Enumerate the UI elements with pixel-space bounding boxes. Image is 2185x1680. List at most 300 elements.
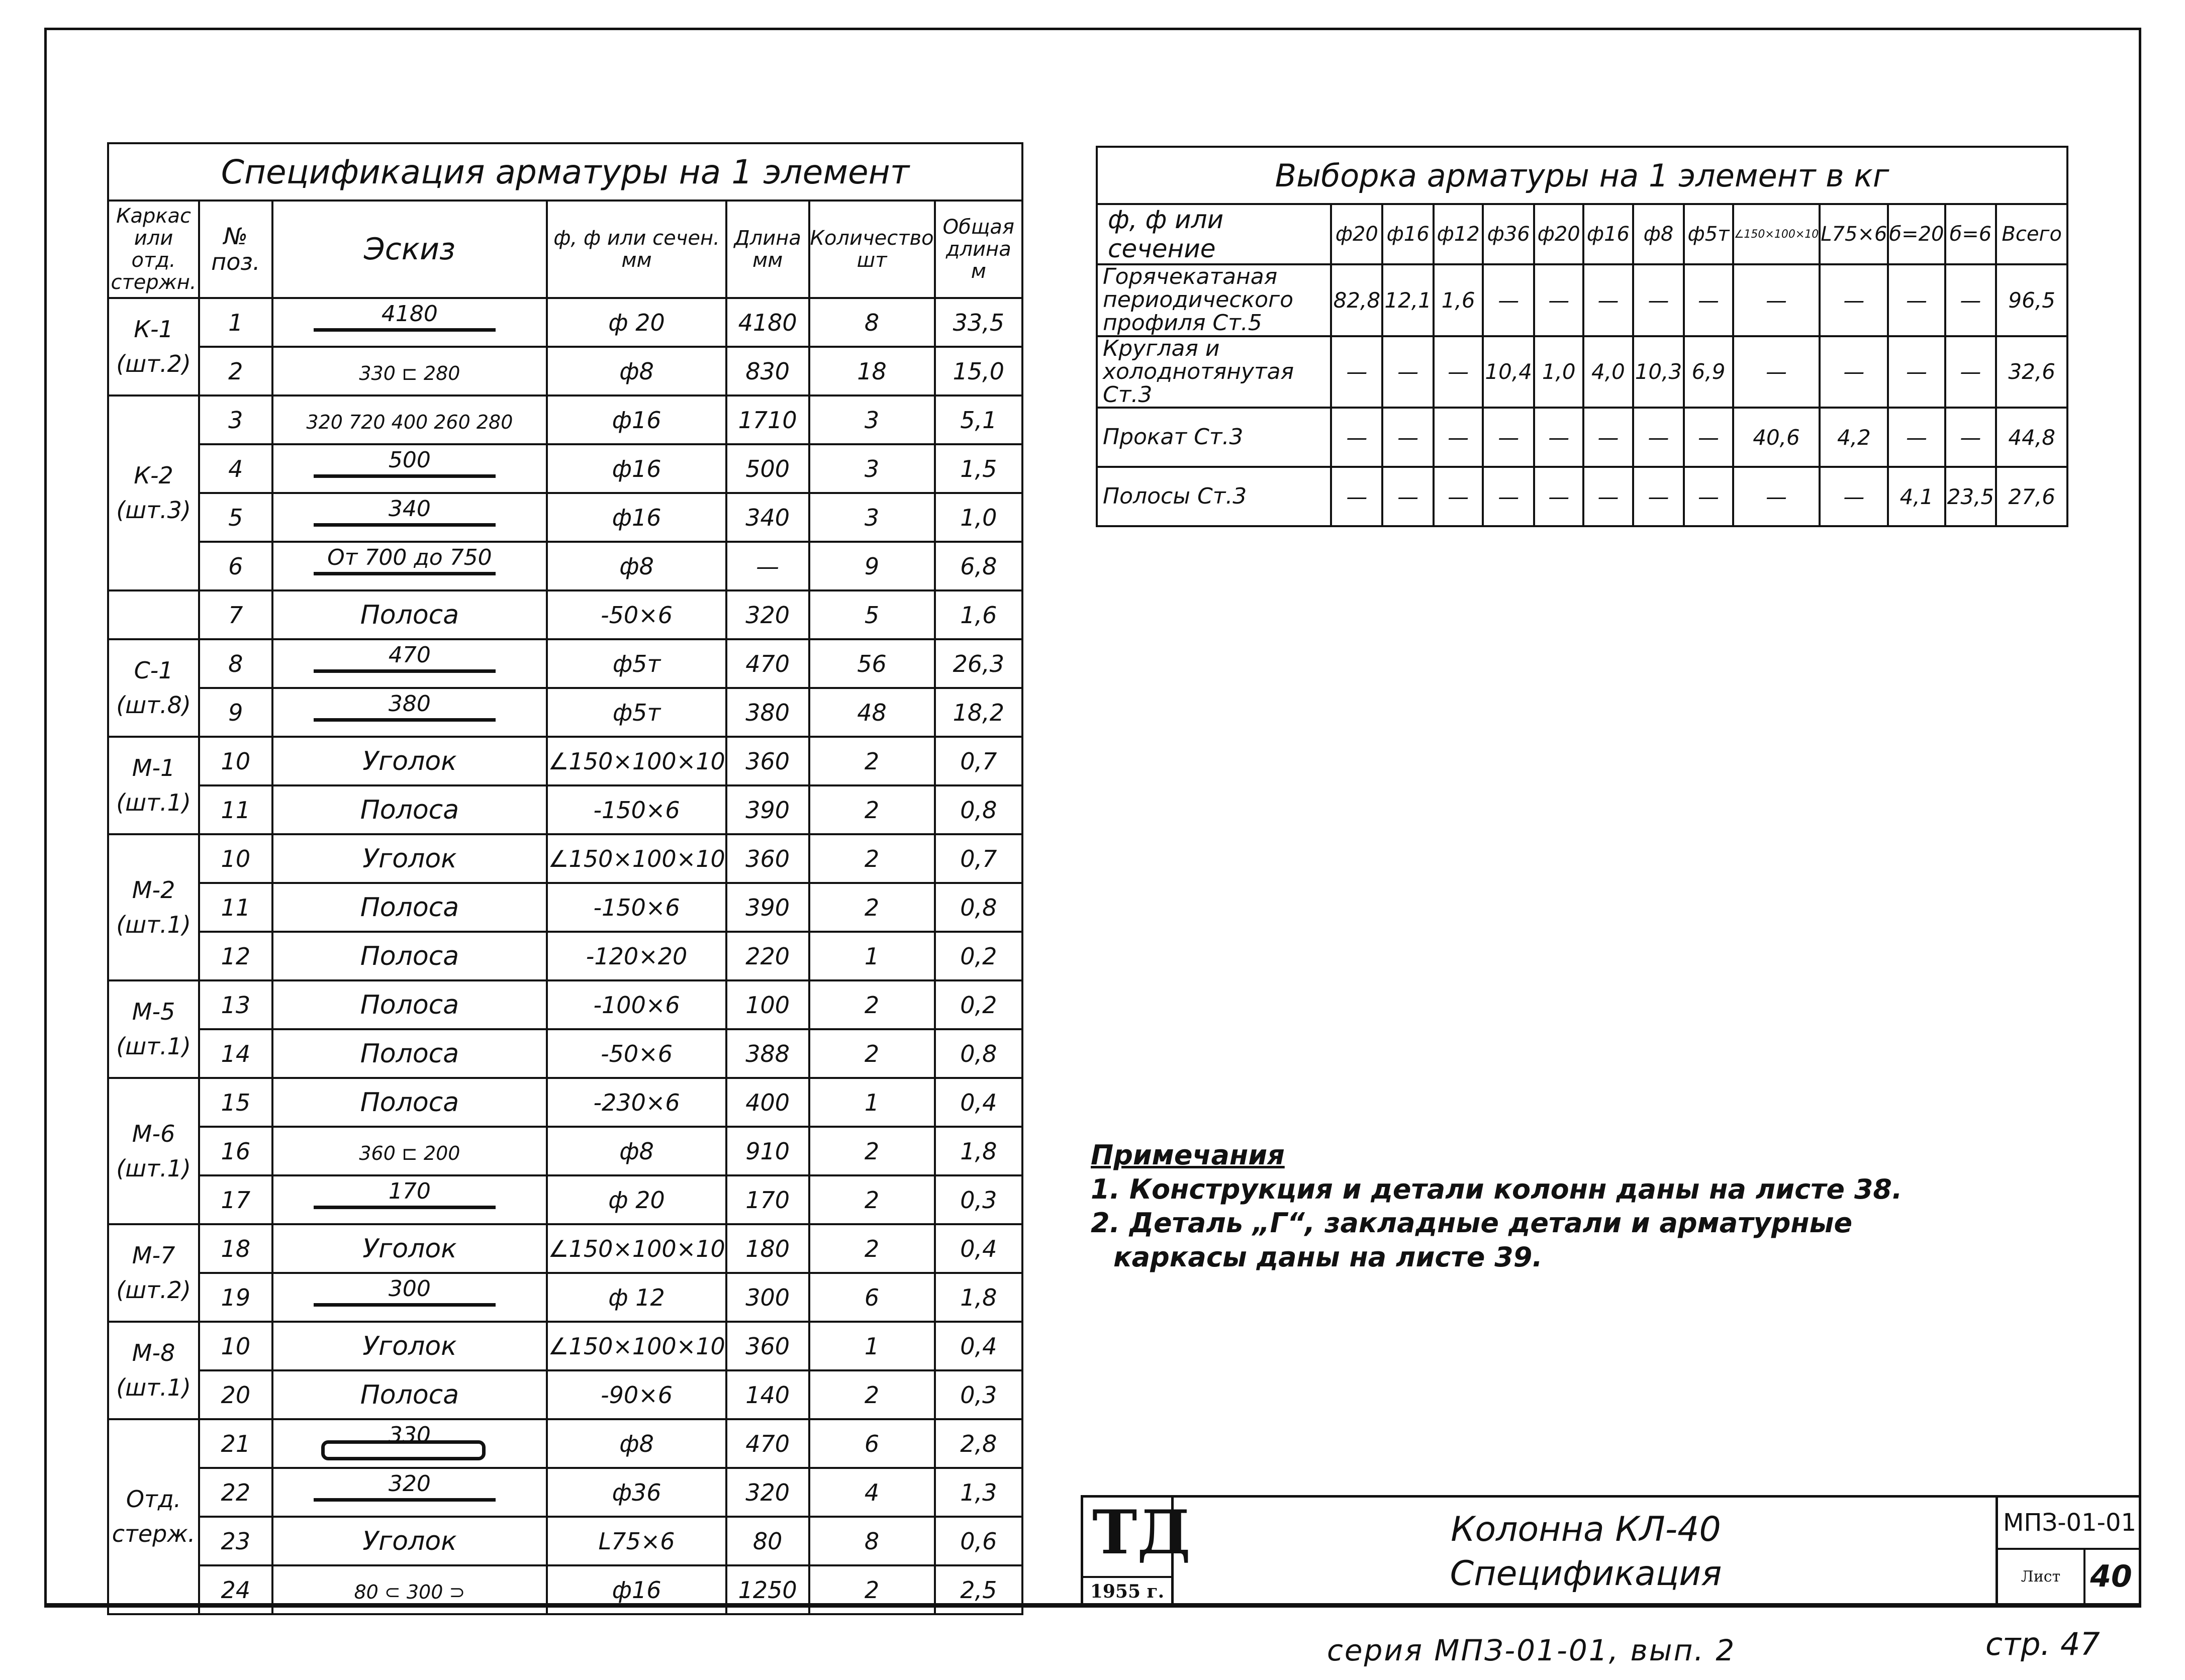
selection-cell: 4,0 (1583, 336, 1633, 408)
qty-cell: 3 (809, 444, 935, 493)
length-cell: 388 (726, 1029, 809, 1078)
sketch-label: Уголок (362, 746, 457, 776)
position-cell: 16 (199, 1127, 272, 1175)
section-cell: ф8 (547, 1127, 726, 1175)
col-section: ф, ф или сечен. мм (547, 201, 726, 298)
sketch-label: 330 ⊏ 280 (359, 362, 460, 384)
length-cell: 470 (726, 1419, 809, 1468)
qty-cell: 3 (809, 396, 935, 444)
selection-cell: 4,1 (1888, 467, 1945, 526)
section-cell: ф 12 (547, 1273, 726, 1322)
table-row (108, 932, 1022, 980)
drawing-name (1174, 1498, 1998, 1606)
selection-cell: — (1733, 264, 1820, 336)
selection-row-label: Круглая и холоднотянутая Ст.3 (1097, 336, 1331, 408)
drawing-code-block (1996, 1498, 2141, 1606)
selection-cell: — (1888, 264, 1945, 336)
sketch-label: Уголок (362, 843, 457, 874)
selection-cell: — (1483, 408, 1534, 467)
selection-cell: — (1331, 408, 1382, 467)
selection-col-header: б=6 (1945, 204, 1997, 264)
selection-cell: — (1331, 467, 1382, 526)
section-cell: ∠150×100×10 (547, 1322, 726, 1370)
table-row (108, 1517, 1022, 1565)
section-cell: -90×6 (547, 1370, 726, 1419)
selection-label-header: ф, ф или сечение (1097, 204, 1331, 264)
table-row (108, 639, 1022, 688)
section-cell: ф5т (547, 688, 726, 737)
table-row (108, 1175, 1022, 1224)
sketch-label: Уголок (362, 1233, 457, 1264)
col-qty: Количество шт (809, 201, 935, 298)
position-cell: 17 (199, 1175, 272, 1224)
group-cell: М-2 (шт.1) (108, 834, 199, 980)
table-row (108, 737, 1022, 785)
group-cell: М-1 (шт.1) (108, 737, 199, 834)
sketch-dimension: 330 (388, 1422, 431, 1448)
selection-cell: — (1945, 336, 1997, 408)
position-cell: 10 (199, 1322, 272, 1370)
sketch-cell (272, 542, 547, 590)
group-cell: М-8 (шт.1) (108, 1322, 199, 1419)
table-row (108, 980, 1022, 1029)
table-row (108, 1370, 1022, 1419)
qty-cell: 6 (809, 1419, 935, 1468)
drawing-code: МПЗ-01-01 (1998, 1498, 2141, 1550)
spec-body (108, 298, 1022, 1614)
sketch-cell (272, 688, 547, 737)
sketch-cell (272, 1273, 547, 1322)
qty-cell: 2 (809, 1370, 935, 1419)
length-cell: 320 (726, 1468, 809, 1517)
length-cell: 360 (726, 1322, 809, 1370)
section-cell: -50×6 (547, 1029, 726, 1078)
section-cell: ∠150×100×10 (547, 834, 726, 883)
sketch-cell (272, 1419, 547, 1468)
selection-col-header: ф8 (1633, 204, 1684, 264)
selection-body (1097, 264, 2067, 526)
series-label: серия МПЗ-01-01, вып. 2 (1327, 1633, 1736, 1667)
position-cell: 18 (199, 1224, 272, 1273)
qty-cell: 2 (809, 1127, 935, 1175)
position-cell: 1 (199, 298, 272, 347)
total-cell: 2,8 (935, 1419, 1022, 1468)
selection-cell: — (1434, 336, 1483, 408)
table-row (108, 688, 1022, 737)
table-row (1097, 408, 2067, 467)
qty-cell: 6 (809, 1273, 935, 1322)
sketch-dimension: 170 (388, 1178, 431, 1204)
td-logo-text: ТД (1092, 1497, 1191, 1568)
sketch-cell (272, 298, 547, 347)
selection-cell: — (1434, 408, 1483, 467)
sketch-label: Уголок (362, 1331, 457, 1361)
section-cell: ∠150×100×10 (547, 1224, 726, 1273)
length-cell: 170 (726, 1175, 809, 1224)
selection-row-label: Полосы Ст.3 (1097, 467, 1331, 526)
group-cell: С-1 (шт.8) (108, 639, 199, 737)
sketch-cell (272, 1224, 547, 1273)
table-row (108, 1078, 1022, 1127)
selection-cell: — (1733, 336, 1820, 408)
qty-cell: 1 (809, 932, 935, 980)
table-row (108, 347, 1022, 396)
sketch-cell (272, 396, 547, 444)
table-row (108, 396, 1022, 444)
qty-cell: 5 (809, 590, 935, 639)
table-row (108, 1127, 1022, 1175)
qty-cell: 18 (809, 347, 935, 396)
length-cell: 320 (726, 590, 809, 639)
position-cell: 11 (199, 785, 272, 834)
table-row (108, 444, 1022, 493)
sketch-label: 320 720 400 260 280 (306, 411, 513, 433)
rebar-line (314, 474, 496, 478)
position-cell: 10 (199, 834, 272, 883)
section-cell: ф16 (547, 444, 726, 493)
total-cell: 18,2 (935, 688, 1022, 737)
rebar-line (314, 669, 496, 673)
selection-col-header: Всего (1996, 204, 2067, 264)
rebar-line (314, 1206, 496, 1209)
position-cell: 13 (199, 980, 272, 1029)
length-cell: 390 (726, 785, 809, 834)
qty-cell: 2 (809, 1029, 935, 1078)
sheet-label: Лист (1998, 1548, 2085, 1606)
selection-cell: — (1382, 467, 1434, 526)
total-cell: 0,8 (935, 883, 1022, 932)
position-cell: 24 (199, 1565, 272, 1614)
sketch-label: Полоса (360, 941, 459, 971)
total-cell: 15,0 (935, 347, 1022, 396)
selection-col-header: б=20 (1888, 204, 1945, 264)
rebar-line (314, 1498, 496, 1502)
selection-title: Выборка арматуры на 1 элемент в кг (1097, 147, 2067, 204)
selection-cell: 1,0 (1534, 336, 1583, 408)
col-length: Длина мм (726, 201, 809, 298)
total-cell: 6,8 (935, 542, 1022, 590)
selection-cell: — (1945, 408, 1997, 467)
sketch-cell (272, 1322, 547, 1370)
sketch-label: Полоса (360, 795, 459, 825)
position-cell: 7 (199, 590, 272, 639)
table-row (108, 834, 1022, 883)
selection-cell: — (1534, 467, 1583, 526)
selection-col-header: ф20 (1534, 204, 1583, 264)
col-karkas: Каркас или отд. стержн. (108, 201, 199, 298)
table-row (108, 1565, 1022, 1614)
position-cell: 8 (199, 639, 272, 688)
length-cell: 1710 (726, 396, 809, 444)
qty-cell: 1 (809, 1322, 935, 1370)
section-cell: ∠150×100×10 (547, 737, 726, 785)
position-cell: 5 (199, 493, 272, 542)
selection-col-header: ф16 (1382, 204, 1434, 264)
notes-title: Примечания (1091, 1139, 1285, 1171)
sketch-cell (272, 932, 547, 980)
selection-cell: 4,2 (1820, 408, 1888, 467)
selection-cell: 32,6 (1996, 336, 2067, 408)
sketch-cell (272, 834, 547, 883)
selection-cell: — (1483, 467, 1534, 526)
table-row (108, 785, 1022, 834)
length-cell: 470 (726, 639, 809, 688)
note-line-2: 2. Деталь „Г“, закладные детали и арматурные (1091, 1207, 1853, 1239)
sketch-cell (272, 590, 547, 639)
selection-cell: — (1820, 467, 1888, 526)
selection-cell: 1,6 (1434, 264, 1483, 336)
notes (1091, 1138, 1903, 1274)
sketch-cell (272, 737, 547, 785)
group-cell: М-5 (шт.1) (108, 980, 199, 1078)
section-cell: ф8 (547, 1419, 726, 1468)
table-row (1097, 264, 2067, 336)
sketch-dimension: 300 (388, 1276, 431, 1302)
selection-cell: — (1633, 264, 1684, 336)
table-row (108, 1419, 1022, 1468)
selection-cell: 44,8 (1996, 408, 2067, 467)
position-cell: 9 (199, 688, 272, 737)
position-cell: 22 (199, 1468, 272, 1517)
group-cell: М-7 (шт.2) (108, 1224, 199, 1322)
position-cell: 20 (199, 1370, 272, 1419)
sketch-cell (272, 1175, 547, 1224)
selection-cell: — (1733, 467, 1820, 526)
qty-cell: 1 (809, 1078, 935, 1127)
spec-title: Спецификация арматуры на 1 элемент (108, 143, 1022, 201)
length-cell: 360 (726, 834, 809, 883)
position-cell: 15 (199, 1078, 272, 1127)
length-cell: 360 (726, 737, 809, 785)
table-row (108, 883, 1022, 932)
title-block (1081, 1495, 2141, 1606)
total-cell: 0,4 (935, 1322, 1022, 1370)
rebar-line (314, 328, 496, 332)
total-cell: 0,8 (935, 785, 1022, 834)
qty-cell: 56 (809, 639, 935, 688)
selection-cell: — (1331, 336, 1382, 408)
qty-cell: 8 (809, 298, 935, 347)
rebar-line (314, 572, 496, 575)
length-cell: 300 (726, 1273, 809, 1322)
sketch-label: Полоса (360, 892, 459, 923)
qty-cell: 3 (809, 493, 935, 542)
sketch-cell (272, 883, 547, 932)
sketch-dimension: 470 (388, 642, 431, 668)
section-cell: ф 20 (547, 298, 726, 347)
sketch-label: Полоса (360, 1379, 459, 1410)
sketch-cell (272, 1468, 547, 1517)
qty-cell: 8 (809, 1517, 935, 1565)
selection-col-header: ф20 (1331, 204, 1382, 264)
sketch-label: Уголок (362, 1526, 457, 1556)
selection-cell: 10,4 (1483, 336, 1534, 408)
qty-cell: 2 (809, 785, 935, 834)
selection-cell: — (1534, 408, 1583, 467)
qty-cell: 9 (809, 542, 935, 590)
year: 1955 г. (1083, 1576, 1171, 1606)
position-cell: 19 (199, 1273, 272, 1322)
selection-col-header: ф36 (1483, 204, 1534, 264)
selection-cell: — (1945, 264, 1997, 336)
position-cell: 4 (199, 444, 272, 493)
group-cell: М-6 (шт.1) (108, 1078, 199, 1224)
qty-cell: 2 (809, 1565, 935, 1614)
sketch-label: 80 ⊂ 300 ⊃ (354, 1580, 465, 1603)
table-row (108, 1029, 1022, 1078)
qty-cell: 2 (809, 883, 935, 932)
section-cell: -120×20 (547, 932, 726, 980)
total-cell: 0,2 (935, 932, 1022, 980)
sketch-cell (272, 493, 547, 542)
sheet-number: 40 (2090, 1559, 2132, 1594)
section-cell: ф 20 (547, 1175, 726, 1224)
sketch-cell (272, 1029, 547, 1078)
section-cell: -100×6 (547, 980, 726, 1029)
note-line-1: 1. Конструкция и детали колонн даны на листе 38. (1091, 1173, 1903, 1205)
drawing-name-line2: Спецификация (1450, 1554, 1722, 1594)
sketch-dimension: 340 (388, 496, 431, 522)
selection-cell: 12,1 (1382, 264, 1434, 336)
note-line-3: каркасы даны на листе 39. (1113, 1241, 1543, 1273)
total-cell: 1,3 (935, 1468, 1022, 1517)
rebar-line (314, 1303, 496, 1307)
selection-cell: — (1888, 408, 1945, 467)
total-cell: 2,5 (935, 1565, 1022, 1614)
length-cell: 910 (726, 1127, 809, 1175)
sketch-dimension: От 700 до 750 (327, 545, 492, 570)
length-cell: 180 (726, 1224, 809, 1273)
selection-col-header: ф5т (1684, 204, 1733, 264)
selection-cell: — (1483, 264, 1534, 336)
table-row (1097, 336, 2067, 408)
qty-cell: 2 (809, 737, 935, 785)
total-cell: 1,6 (935, 590, 1022, 639)
length-cell: 140 (726, 1370, 809, 1419)
selection-cell: — (1382, 336, 1434, 408)
length-cell: 80 (726, 1517, 809, 1565)
selection-cell: — (1684, 467, 1733, 526)
group-cell: К-1 (шт.2) (108, 298, 199, 396)
section-cell: ф16 (547, 1565, 726, 1614)
sketch-label: Полоса (360, 1038, 459, 1069)
total-cell: 0,7 (935, 834, 1022, 883)
group-cell (108, 590, 199, 639)
col-pos: № поз. (199, 201, 272, 298)
length-cell: 340 (726, 493, 809, 542)
td-logo (1083, 1497, 1191, 1606)
qty-cell: 2 (809, 980, 935, 1029)
qty-cell: 48 (809, 688, 935, 737)
selection-cell: — (1684, 408, 1733, 467)
drawing-name-line1: Колонна КЛ-40 (1451, 1510, 1721, 1549)
sketch-label: Полоса (360, 1087, 459, 1118)
total-cell: 0,4 (935, 1078, 1022, 1127)
sketch-label: Полоса (360, 990, 459, 1020)
total-cell: 26,3 (935, 639, 1022, 688)
table-row (108, 1468, 1022, 1517)
total-cell: 0,2 (935, 980, 1022, 1029)
section-cell: ф36 (547, 1468, 726, 1517)
table-row (108, 493, 1022, 542)
length-cell: 830 (726, 347, 809, 396)
position-cell: 12 (199, 932, 272, 980)
sketch-dimension: 320 (388, 1471, 431, 1497)
section-cell: L75×6 (547, 1517, 726, 1565)
selection-cell: — (1382, 408, 1434, 467)
selection-cell: — (1633, 467, 1684, 526)
selection-cell: — (1684, 264, 1733, 336)
total-cell: 0,3 (935, 1370, 1022, 1419)
table-row (108, 298, 1022, 347)
table-row (1097, 467, 2067, 526)
section-cell: ф16 (547, 396, 726, 444)
section-cell: ф8 (547, 542, 726, 590)
length-cell: 390 (726, 883, 809, 932)
section-cell: ф16 (547, 493, 726, 542)
total-cell: 0,4 (935, 1224, 1022, 1273)
length-cell: 1250 (726, 1565, 809, 1614)
selection-col-header: ф16 (1583, 204, 1633, 264)
reinforcement-spec-table (107, 142, 1023, 1615)
length-cell: 380 (726, 688, 809, 737)
selection-cell: 96,5 (1996, 264, 2067, 336)
selection-cell: 23,5 (1945, 467, 1997, 526)
sketch-cell (272, 347, 547, 396)
table-row (108, 1273, 1022, 1322)
total-cell: 0,7 (935, 737, 1022, 785)
length-cell: 500 (726, 444, 809, 493)
sketch-cell (272, 1370, 547, 1419)
sketch-cell (272, 639, 547, 688)
sketch-label: Полоса (360, 600, 459, 630)
section-cell: -150×6 (547, 883, 726, 932)
selection-cell: 40,6 (1733, 408, 1820, 467)
length-cell: — (726, 542, 809, 590)
selection-cell: — (1888, 336, 1945, 408)
position-cell: 3 (199, 396, 272, 444)
total-cell: 5,1 (935, 396, 1022, 444)
group-cell: Отд. стерж. (108, 1419, 199, 1614)
selection-col-header: L75×6 (1820, 204, 1888, 264)
table-row (108, 542, 1022, 590)
group-cell: К-2 (шт.3) (108, 396, 199, 590)
position-cell: 11 (199, 883, 272, 932)
selection-row-label: Прокат Ст.3 (1097, 408, 1331, 467)
section-cell: -150×6 (547, 785, 726, 834)
selection-cell: — (1534, 264, 1583, 336)
rebar-line (314, 523, 496, 527)
length-cell: 4180 (726, 298, 809, 347)
sketch-cell (272, 1565, 547, 1614)
section-cell: -50×6 (547, 590, 726, 639)
total-cell: 0,8 (935, 1029, 1022, 1078)
total-cell: 0,6 (935, 1517, 1022, 1565)
position-cell: 10 (199, 737, 272, 785)
page-number: стр. 47 (1985, 1626, 2100, 1662)
sketch-cell (272, 1078, 547, 1127)
sketch-cell (272, 785, 547, 834)
qty-cell: 2 (809, 1175, 935, 1224)
selection-col-header: ∠150×100×10 (1733, 204, 1820, 264)
position-cell: 14 (199, 1029, 272, 1078)
section-cell: -230×6 (547, 1078, 726, 1127)
selection-cell: 10,3 (1633, 336, 1684, 408)
total-cell: 1,8 (935, 1273, 1022, 1322)
sketch-dimension: 4180 (381, 301, 438, 327)
sketch-cell (272, 444, 547, 493)
table-row (108, 1224, 1022, 1273)
